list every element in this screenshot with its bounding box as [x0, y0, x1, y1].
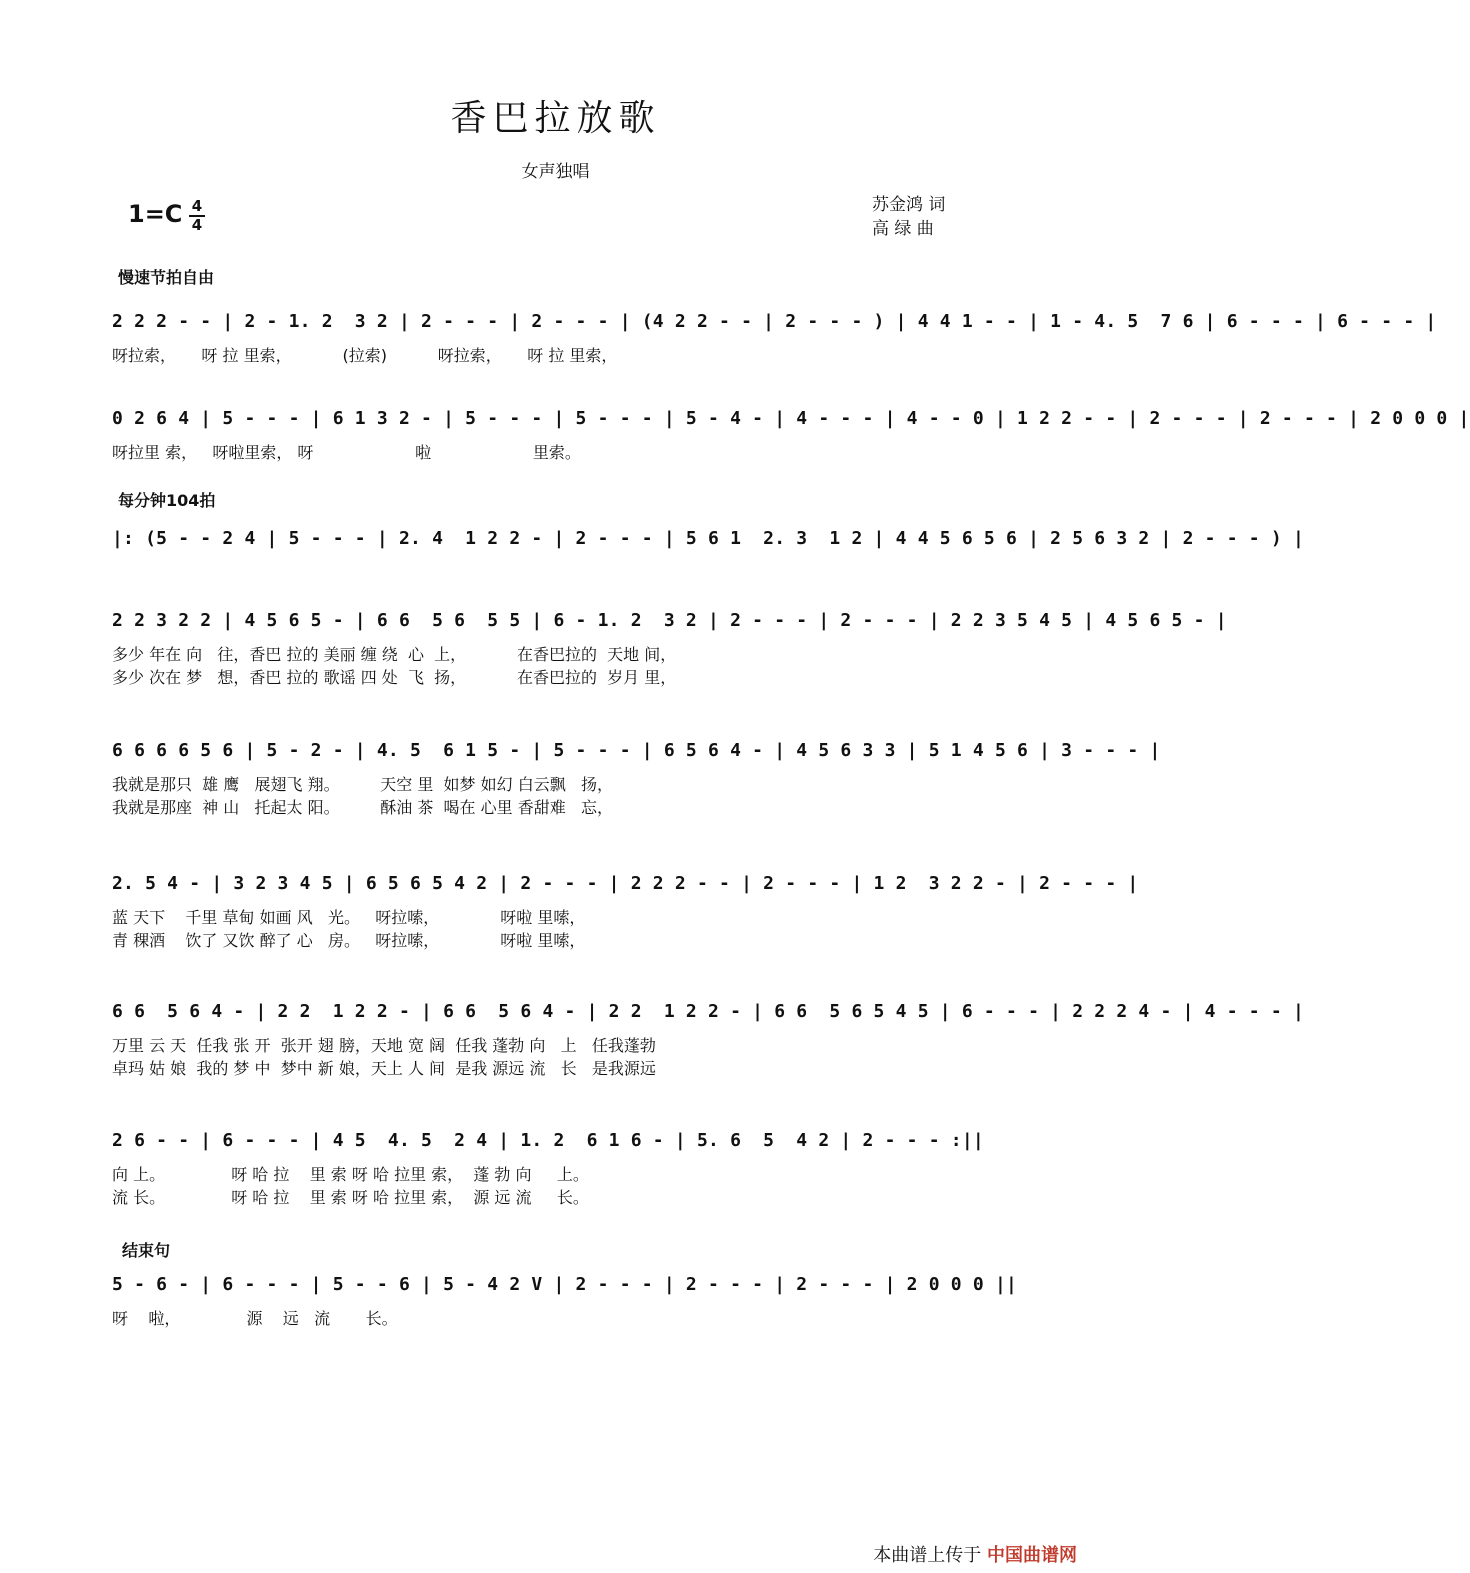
- staff-line: [112, 998, 1304, 1080]
- lyric-line: 向 上。 呀 哈 拉 里 索 呀 哈 拉里 索， 蓬 勃 向 上。: [112, 1165, 589, 1184]
- site-logo: 中国曲谱网: [987, 1545, 1077, 1566]
- notes-line: 5 - 6 - | 6 - - - | 5 - - 6 | 5 - 4 2 V | 2 - - - | 2 - - - | 2 - - - | 2 0 0 0 ||: [112, 1274, 1018, 1295]
- lyric-line: 我就是那座 神 山 托起太 阳。 酥油 茶 喝在 心里 香甜难 忘，: [112, 798, 613, 817]
- lyrics-block: [112, 344, 997, 367]
- tempo-marking: 每分钟104拍: [118, 491, 216, 510]
- notes-line: 2 6 - - | 6 - - - | 4 5 4. 5 2 4 | 1. 2 6 1 6 - | 5. 6 5 4 2 | 2 - - - :||: [112, 1130, 984, 1151]
- time-signature-bottom: 4: [191, 216, 203, 234]
- notes-line: 2 2 2 - - | 2 - 1. 2 3 2 | 2 - - - | 2 - - - | (4 2 2 - - | 2 - - - ) | 4 4 1 - - | 1 - 4. 5 7 6 | 6 - - - | 6 - - - |: [112, 311, 1437, 332]
- lyrics-block: [112, 1163, 997, 1209]
- notes-line: 6 6 6 6 5 6 | 5 - 2 - | 4. 5 6 1 5 - | 5 - - - | 6 5 6 4 - | 4 5 6 3 3 | 5 1 4 5 6 | 3 - - - |: [112, 740, 1161, 761]
- lyric-line: 流 长。 呀 哈 拉 里 索 呀 哈 拉里 索， 源 远 流 长。: [112, 1188, 589, 1207]
- tempo-marking: 慢速节拍自由: [118, 268, 215, 287]
- key-signature: 1=C: [128, 200, 183, 228]
- lyrics-block: [112, 1307, 997, 1330]
- notes-line: 6 6 5 6 4 - | 2 2 1 2 2 - | 6 6 5 6 4 - | 2 2 1 2 2 - | 6 6 5 6 5 4 5 | 6 - - - | 2 2 2 4 - | 4 - - - |: [112, 1001, 1304, 1022]
- lyric-line: 呀拉里 索， 呀啦里索， 呀 啦 里索。: [112, 443, 581, 462]
- staff-line: [112, 737, 1161, 819]
- lyrics-block: [112, 906, 997, 952]
- notes-line: 2 2 3 2 2 | 4 5 6 5 - | 6 6 5 6 5 5 | 6 - 1. 2 3 2 | 2 - - - | 2 - - - | 2 2 3 5 4 5 | 4 5 6 5 - |: [112, 610, 1227, 631]
- notes-line: |: (5 - - 2 4 | 5 - - - | 2. 4 1 2 2 - | 2 - - - | 5 6 1 2. 3 1 2 | 4 4 5 6 5 6 | 2 5 6 3 2 | 2 - - - ) |: [112, 528, 1304, 549]
- staff-line: [112, 525, 1304, 553]
- staff-line: [112, 607, 1227, 689]
- subtitle: 女声独唱: [521, 162, 590, 182]
- lyrics-block: [112, 1034, 997, 1080]
- lyrics-block: [112, 643, 997, 689]
- notes-line: 0 2 6 4 | 5 - - - | 6 1 3 2 - | 5 - - - | 5 - - - | 5 - 4 - | 4 - - - | 4 - - 0 | 1 2 2 - - | 2 - - - | 2 - - - | 2 0 0 0 |: [112, 408, 1470, 429]
- page-title: 香巴拉放歌: [450, 98, 661, 139]
- staff-line: [112, 1127, 997, 1209]
- lyric-line: 呀拉索， 呀 拉 里索， (拉索) 呀拉索， 呀 拉 里索，: [112, 346, 618, 365]
- time-signature: [188, 198, 206, 234]
- notes-line: 2. 5 4 - | 3 2 3 4 5 | 6 5 6 5 4 2 | 2 - - - | 2 2 2 - - | 2 - - - | 1 2 3 2 2 - | 2 - - - |: [112, 873, 1139, 894]
- staff-line: [112, 405, 1470, 464]
- lyric-line: 多少 次在 梦 想，香巴 拉的 歌谣 四 处 飞 扬， 在香巴拉的 岁月 里，: [112, 668, 677, 687]
- watermark: [873, 1541, 1077, 1567]
- tempo-marking: 结束句: [122, 1241, 171, 1260]
- lyric-line: 多少 年在 向 往，香巴 拉的 美丽 缠 绕 心 上， 在香巴拉的 天地 间，: [112, 645, 677, 664]
- watermark-text: 本曲谱上传于: [873, 1545, 982, 1566]
- lyrics-block: [112, 773, 997, 819]
- time-signature-top: 4: [191, 197, 203, 215]
- lyric-line: 呀 啦， 源 远 流 长。: [112, 1309, 398, 1328]
- staff-line: [112, 1271, 1018, 1330]
- lyric-line: 青 稞酒 饮了 又饮 醉了 心 房。 呀拉嗦， 呀啦 里嗦，: [112, 931, 586, 950]
- lyric-line: 我就是那只 雄 鹰 展翅飞 翔。 天空 里 如梦 如幻 白云飘 扬，: [112, 775, 613, 794]
- lyric-line: 蓝 天下 千里 草甸 如画 风 光。 呀拉嗦， 呀啦 里嗦，: [112, 908, 586, 927]
- lyric-line: 卓玛 姑 娘 我的 梦 中 梦中 新 娘，天上 人 间 是我 源远 流 长 是我源远: [112, 1059, 656, 1078]
- lyrics-block: [112, 441, 997, 464]
- lyric-line: 万里 云 天 任我 张 开 张开 翅 膀，天地 宽 阔 任我 蓬勃 向 上 任我蓬勃: [112, 1036, 656, 1055]
- composer-credit: 高 绿 曲: [872, 219, 934, 239]
- staff-line: [112, 308, 1437, 367]
- lyricist-credit: 苏金鸿 词: [872, 195, 946, 215]
- staff-line: [112, 870, 1139, 952]
- credits: [872, 193, 945, 241]
